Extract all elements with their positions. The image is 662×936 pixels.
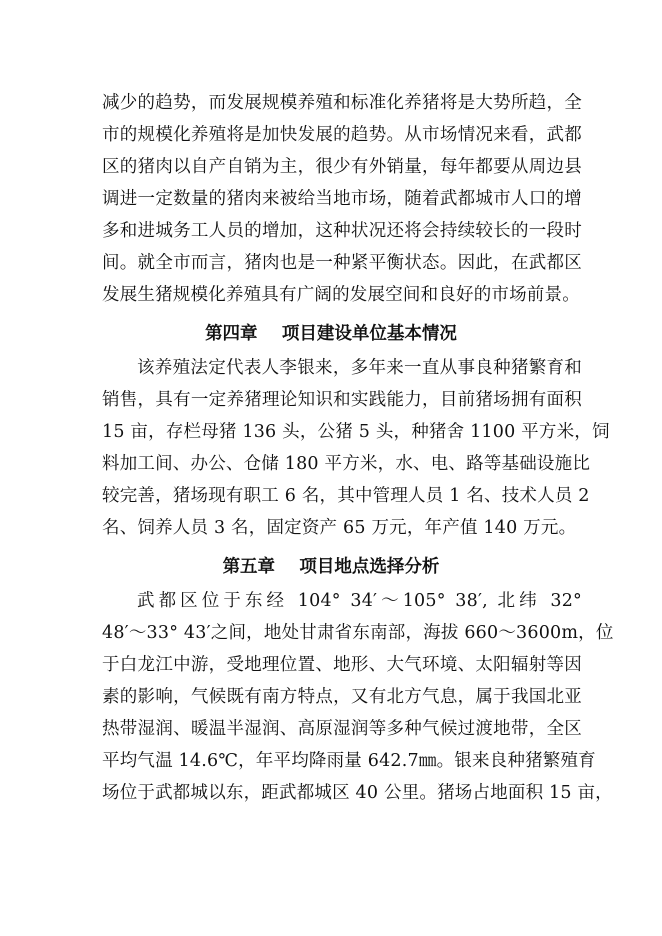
paragraph-line: 平均气温 14.6℃，年平均降雨量 642.7㎜。银来良种猪繁殖育 <box>102 751 596 771</box>
paragraph-line: 素的影响，气候既有南方特点，又有北方气息，属于我国北亚 <box>102 687 582 707</box>
paragraph-line: 发展生猪规模化养殖具有广阔的发展空间和良好的市场前景。 <box>102 285 580 305</box>
paragraph-line: 减少的趋势，而发展规模养殖和标准化养猪将是大势所趋，全 <box>102 93 582 113</box>
paragraph-line: 市的规模化养殖将是加快发展的趋势。从市场情况来看，武都 <box>102 125 582 145</box>
paragraph-line: 名、饲养人员 3 名，固定资产 65 万元，年产值 140 万元。 <box>102 518 577 538</box>
paragraph-line: 武都区位于东经 104° 34′～105° 38′, 北纬 32° <box>137 591 582 611</box>
paragraph-line: 15 亩，存栏母猪 136 头，公猪 5 头，种猪舍 1100 平方米，饲 <box>102 422 610 442</box>
paragraph-line: 区的猪肉以自产自销为主，很少有外销量，每年都要从周边县 <box>102 157 582 177</box>
paragraph-line: 较完善，猪场现有职工 6 名，其中管理人员 1 名、技术人员 2 <box>102 486 590 506</box>
chapter-heading: 第四章 项目建设单位基本情况 <box>205 324 457 344</box>
paragraph-line: 热带湿润、暖温半湿润、高原湿润等多种气候过渡地带，全区 <box>102 719 582 739</box>
chapter-heading: 第五章 项目地点选择分析 <box>222 557 440 577</box>
paragraph-line: 该养殖法定代表人李银来，多年来一直从事良种猪繁育和 <box>137 358 582 378</box>
paragraph-line: 调进一定数量的猪肉来被给当地市场，随着武都城市人口的增 <box>102 189 582 209</box>
paragraph-line: 场位于武都城以东，距武都城区 40 公里。猪场占地面积 15 亩， <box>102 783 613 803</box>
paragraph-line: 间。就全市而言，猪肉也是一种紧平衡状态。因此，在武都区 <box>102 253 582 273</box>
paragraph-line: 料加工间、办公、仓储 180 平方米，水、电、路等基础设施比 <box>102 454 591 474</box>
paragraph-line: 于白龙江中游，受地理位置、地形、大气环境、太阳辐射等因 <box>102 655 582 675</box>
paragraph-line: 销售，具有一定养猪理论知识和实践能力，目前猪场拥有面积 <box>102 390 582 410</box>
paragraph-line: 48′～33° 43′之间，地处甘肃省东南部，海拔 660～3600m，位 <box>102 623 614 643</box>
paragraph-line: 多和进城务工人员的增加，这种状况还将会持续较长的一段时 <box>102 221 582 241</box>
